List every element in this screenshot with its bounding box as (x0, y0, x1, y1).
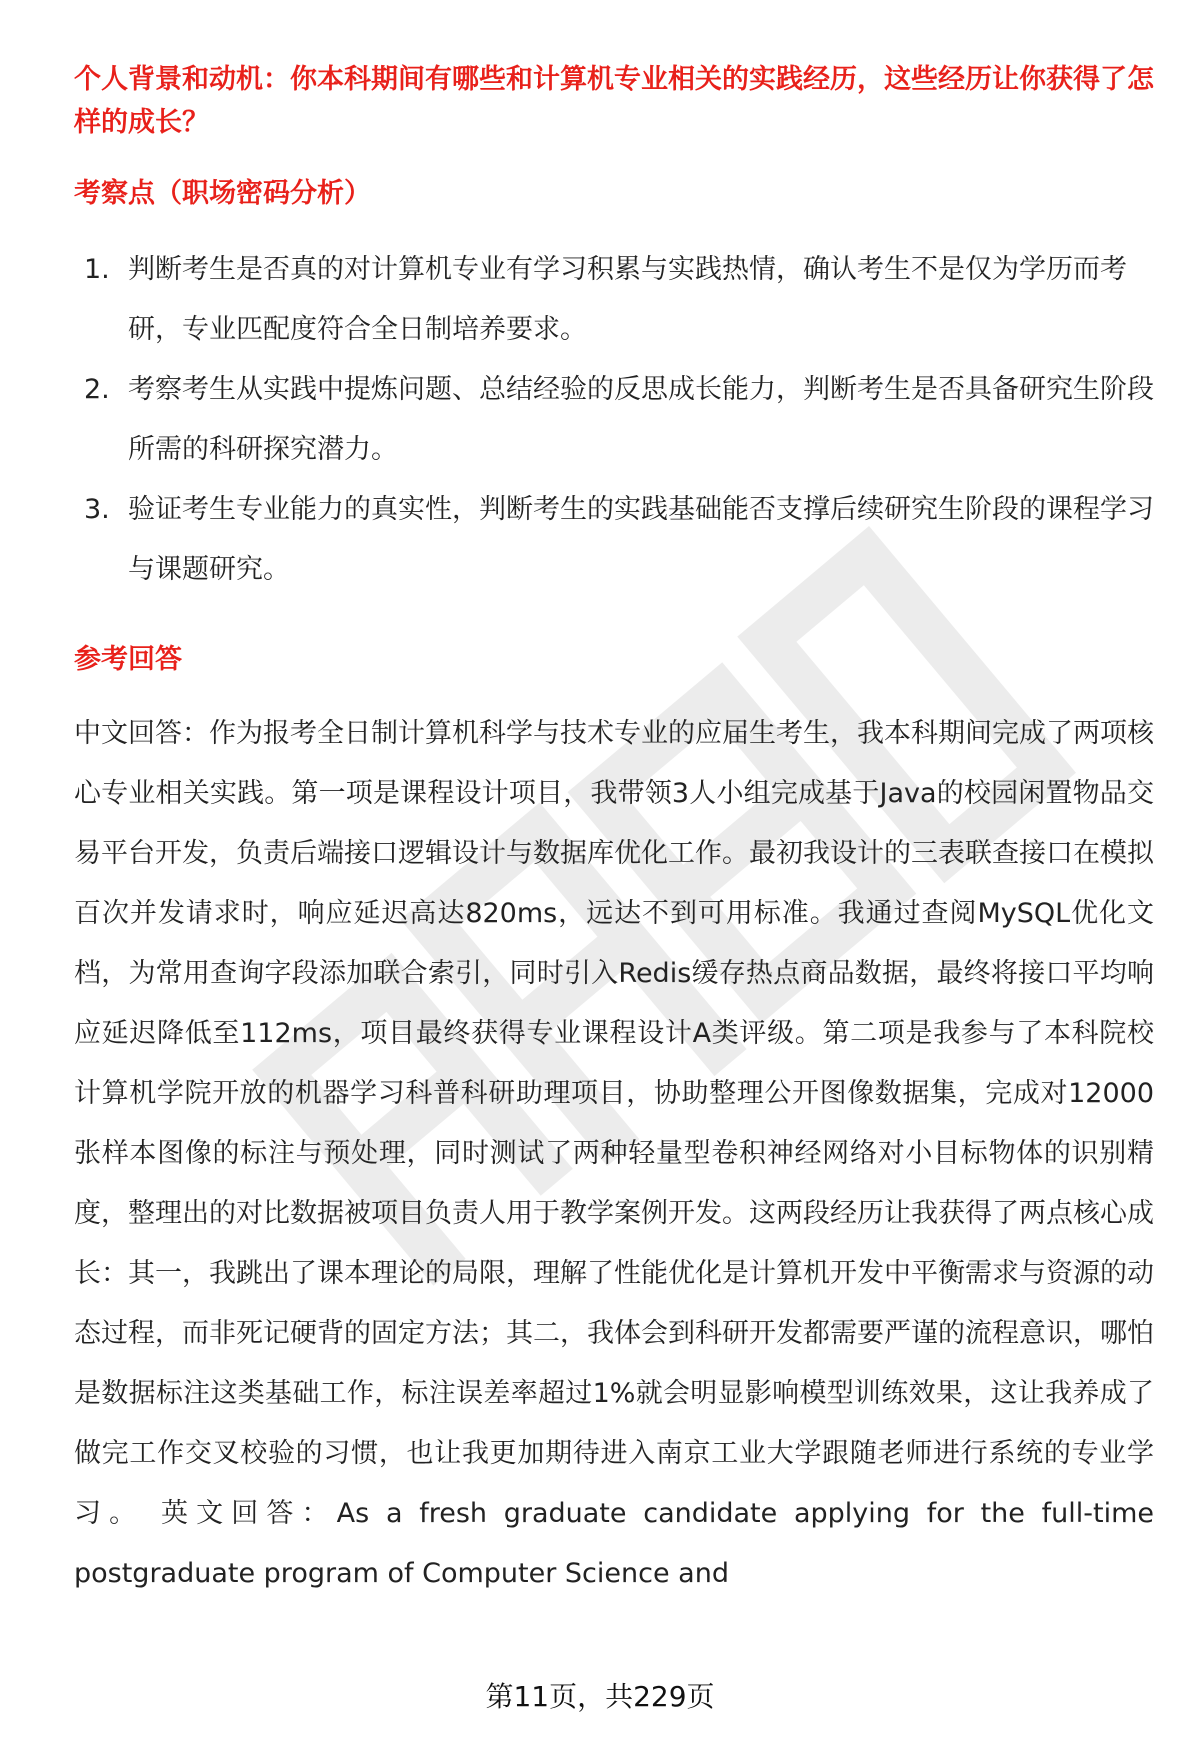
list-number: 2. (84, 374, 110, 405)
list-text: 验证考生专业能力的真实性，判断考生的实践基础能否支撑后续研究生阶段的课程学习与课题研究。 (128, 494, 1154, 585)
list-item (74, 480, 1154, 600)
page-content (74, 58, 1154, 1604)
list-item (74, 360, 1154, 480)
answer-body: 中文回答：作为报考全日制计算机科学与技术专业的应届生考生，我本科期间完成了两项核心专业相关实践。第一项是课程设计项目，我带领3人小组完成基于Java的校园闲置物品交易平台开发，负责后端接口逻辑设计与数据库优化工作。最初我设计的三表联查接口在模拟百次并发请求时，响应延迟高达820ms，远达不到可用标准。我通过查阅MySQL优化文档，为常用查询字段添加联合索引，同时引入Redis缓存热点商品数据，最终将接口平均响应延迟降低至112ms，项目最终获得专业课程设计A类评级。第二项是我参与了本科院校计算机学院开放的机器学习科普科研助理项目，协助整理公开图像数据集，完成对12000张样本图像的标注与预处理，同时测试了两种轻量型卷积神经网络对小目标物体的识别精度，整理出的对比数据被项目负责人用于教学案例开发。这两段经历让我获得了两点核心成长：其一，我跳出了课本理论的局限，理解了性能优化是计算机开发中平衡需求与资源的动态过程，而非死记硬背的固定方法；其二，我体会到科研开发都需要严谨的流程意识，哪怕是数据标注这类基础工作，标注误差率超过1%就会明显影响模型训练效果，这让我养成了做完工作交叉校验的习惯，也让我更加期待进入南京工业大学跟随老师进行系统的专业学习。 英文回答：As a fresh graduate candidate applying for the full-time postgraduate program of Computer Science and (74, 718, 1154, 1589)
list-item (74, 240, 1154, 360)
points-list (74, 240, 1154, 600)
list-text: 考察考生从实践中提炼问题、总结经验的反思成长能力，判断考生是否具备研究生阶段所需的科研探究潜力。 (128, 374, 1154, 465)
question-heading: 个人背景和动机：你本科期间有哪些和计算机专业相关的实践经历，这些经历让你获得了怎样的成长？ (74, 64, 1154, 138)
points-title: 考察点（职场密码分析） (74, 178, 371, 209)
answer-title: 参考回答 (74, 644, 182, 675)
list-number: 3. (84, 494, 110, 525)
list-number: 1. (84, 254, 110, 285)
page-number: 第11页，共229页 (485, 1680, 715, 1713)
list-text: 判断考生是否真的对计算机专业有学习积累与实践热情，确认考生不是仅为学历而考研，专业匹配度符合全日制培养要求。 (128, 254, 1127, 345)
